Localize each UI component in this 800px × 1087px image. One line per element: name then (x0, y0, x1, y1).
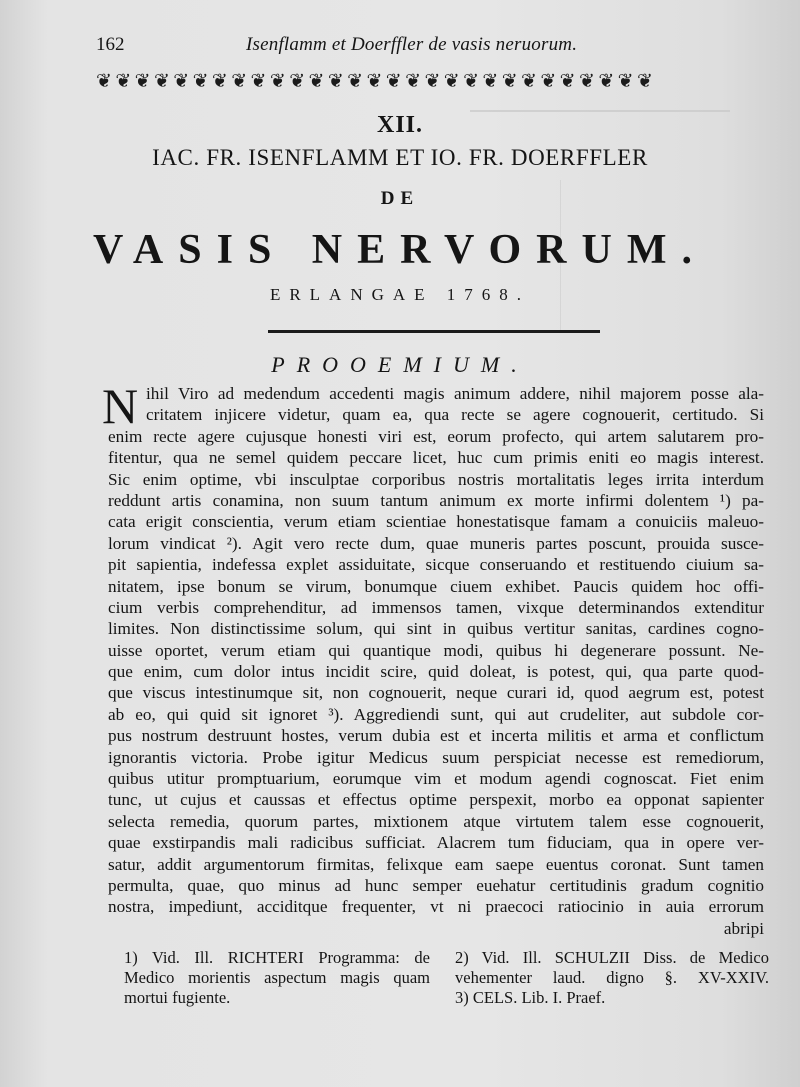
body-line: uisse oportet, verum etiam qui quantique modi, quibus hi degenerare possunt. Ne- (108, 640, 764, 660)
main-title: VASIS NERVORUM. (93, 227, 707, 273)
running-title: Isenflamm et Doerffler de vasis neruorum. (246, 34, 578, 55)
footnote-line: 2) Vid. Ill. SCHULZII Diss. de Medico (455, 948, 769, 967)
body-line: pit sapientia, indefessa explet assiduitate, sicque conseruando et restituendo ciuium sa- (108, 555, 764, 575)
section-heading: PROOEMIUM. (271, 352, 529, 377)
body-line: limites. Non distinctissime solum, qui sint in quibus vertitur sanitas, cardines cogno- (108, 619, 764, 639)
body-line: critatem injicere videtur, quam ea, qua recte se agere cognouerit, certitudo. Si (146, 405, 764, 425)
body-line: que enim, cum dolor intus incidit scire, quid doleat, is potest, qui, qua parte quod- (108, 662, 764, 682)
body-line: Sic enim optime, vbi insculptae corporibus nostris mortalitatis leges irrita interdum (108, 469, 764, 489)
body-line: fitentur, qua ne semel quidem peccare licet, huc cum primis eniti eo magis interest. (108, 448, 764, 468)
footnote-line: Medico morientis aspectum magis quam (124, 968, 430, 987)
body-line: cata erigit conscientia, verum etiam scientiae honestatisque famam a conuiciis maleuo- (108, 512, 764, 532)
body-line: ab eo, qui quid sit ignoret ³). Aggrediendi sunt, qui aut crudeliter, aut subdole cor- (108, 704, 764, 724)
page-number: 162 (96, 34, 125, 55)
body-line: quae exstirpandis mali radicibus sufficiat. Alacrem tum fiduciam, qua in opere ver- (108, 833, 764, 853)
body-line: nostra, impediunt, acciditque frequenter, vt ni praecoci ratiocinio in auia errorum (108, 897, 764, 917)
body-line: quibus utitur promptuarium, eorumque vim et modum agendi cognoscat. Fiet enim (108, 769, 764, 789)
body-line: tunc, ut cujus et caussas et effectus optime perspexit, morbo ea opponat sapienter (108, 790, 764, 810)
body-line: selecta remedia, quorum partes, mixtionem atque virtutem talem esse cognouerit, (108, 811, 764, 831)
body-line: ihil Viro ad medendum accedenti magis animum addere, nihil majorem posse ala- (146, 384, 764, 403)
body-line: cium verbis comprehenditur, ad immensos tamen, vixque determinandos extenditur (108, 597, 764, 617)
authors-line: IAC. FR. ISENFLAMM ET IO. FR. DOERFFLER (152, 145, 648, 170)
title-de: DE (380, 188, 420, 209)
title-rule (268, 330, 600, 333)
catchword: abripi (723, 918, 764, 938)
ornament-border: ❦❦❦❦❦❦❦❦❦❦❦❦❦❦❦❦❦❦❦❦❦❦❦❦❦❦❦❦❦ (96, 71, 657, 92)
body-line: que viscus intestinumque sit, non cognouerit, neque curari id, quod aegrum est, potest (108, 683, 764, 703)
body-line: satur, addit argumentorum firmitas, felixque eam saepe euentus coronat. Sunt tamen (108, 854, 764, 874)
body-line: pus nostrum destruunt hostes, verum dubia est et incerta militis et arma et conflictum (108, 726, 764, 746)
body-line: lorum vindicat ²). Agit vero recte dum, quae muneris partes poscunt, prouida susce- (108, 533, 764, 553)
place-year: ERLANGAE 1768. (269, 285, 531, 304)
chapter-number: XII. (376, 112, 423, 138)
body-line: permulta, quae, quo minus ad hunc semper euehatur certitudinis gradum cognitio (108, 875, 764, 895)
drop-cap: N (102, 378, 139, 434)
footnote-line: 3) CELS. Lib. I. Praef. (455, 988, 606, 1007)
body-line: reddunt artis conamina, non suum tantum animum ex morte infirmi dolentem ¹) pa- (108, 490, 764, 510)
body-text (102, 378, 764, 939)
footnotes-right (455, 948, 769, 1008)
footnotes-left (124, 948, 430, 1008)
body-line: enim recte agere cujusque honesti viri est, eorum profecto, qui artem salutarem pro- (108, 426, 764, 446)
body-line: ignorantis victoria. Probe igitur Medicus suum perspiciat necesse est remediorum, (108, 747, 764, 767)
footnote-line: mortui fugiente. (124, 988, 231, 1007)
footnote-line: vehementer laud. digno §. XV-XXIV. (455, 968, 769, 987)
show-through-ghost (470, 96, 730, 112)
page-header (96, 32, 696, 58)
footnote-line: 1) Vid. Ill. RICHTERI Programma: de (124, 948, 430, 967)
body-line: nitatem, ipse bonum se virum, bonumque ciuem exhibet. Paucis quidem hoc offi- (108, 576, 764, 596)
